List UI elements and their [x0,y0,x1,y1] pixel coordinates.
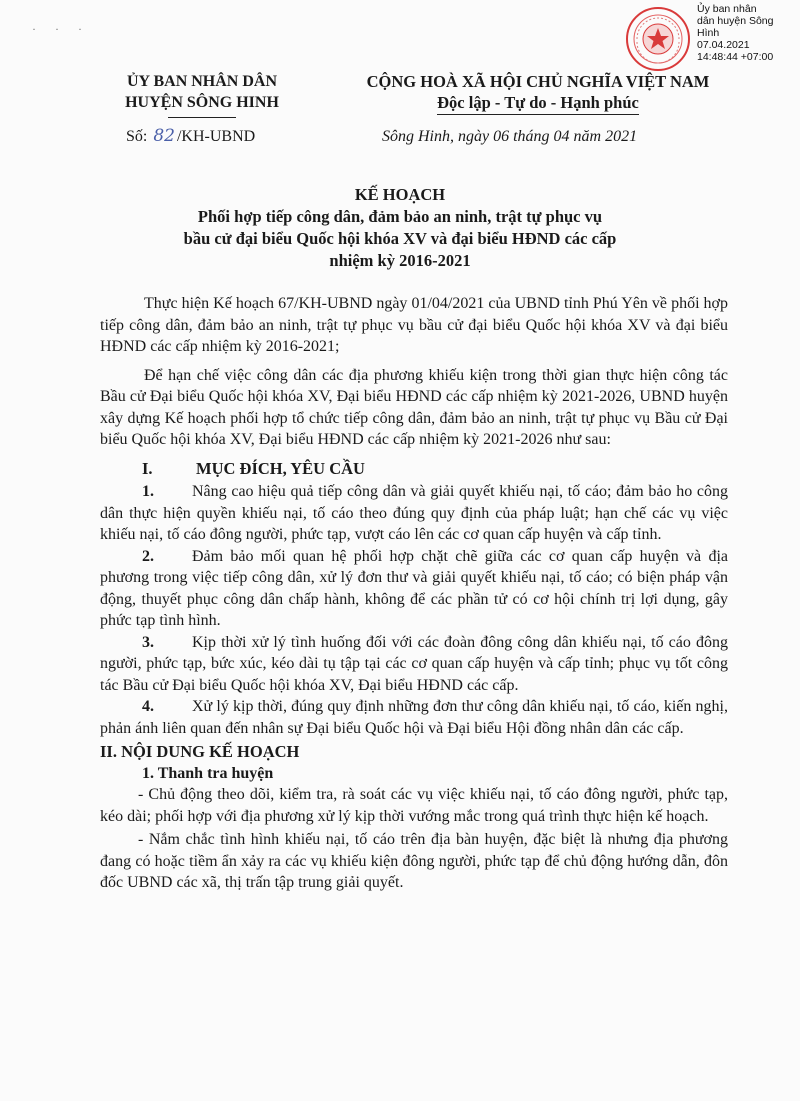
item-number: 3. [142,633,154,651]
national-heading [348,71,728,115]
signature-line: Hình [697,27,720,39]
list-item [100,546,728,632]
agency-line-2: HUYỆN SÔNG HINH [125,94,279,111]
intro-paragraph-2: Để hạn chế việc công dân các địa phương khiếu kiện trong thời gian thực hiện công tác Bầu cử Đại biểu Quốc hội khóa XV, Đại biểu HĐND các cấp nhiệm kỳ 2021-2026, UBND huyện xây dựng Kế hoạch phối hợp tổ chức tiếp công dân, đảm bảo an ninh, trật tự phục vụ Bầu cử Đại biểu Quốc hội khóa XV, Đại biểu HĐND các cấp nhiệm kỳ 2021-2026 như sau: [100,366,728,448]
item-text: Xử lý kịp thời, đúng quy định những đơn thư công dân khiếu nại, tố cáo, kiến nghị, phản ánh liên quan đến nhân sự Đại biểu Quốc hội và Đại biểu Hội đồng nhân dân các cấp. [100,698,728,737]
bullet-paragraph: - Chủ động theo dõi, kiểm tra, rà soát các vụ việc khiếu nại, tố cáo đông người, phức tạp, kéo dài; phối hợp với địa phương xử lý kịp thời vướng mắc trong quá trình thực hiện kế hoạch. [100,786,728,825]
section-number: I. [142,458,153,478]
item-text: Nâng cao hiệu quả tiếp công dân và giải quyết khiếu nại, tố cáo; đảm bảo ho công dân thực hiện quyền khiếu nại, tố cáo theo đúng quy định của pháp luật; hạn chế các vụ việc khiếu nại, tố cáo đông người, phức tạp, vượt cáo lên các cơ quan cấp huyện và cấp tỉnh. [100,483,728,543]
issuing-agency [102,71,302,113]
list-item [100,481,728,546]
signature-line: dân huyện Sông [697,15,774,27]
title-line-1: KẾ HOẠCH [354,185,446,204]
doc-no-prefix: Số: [126,128,148,145]
section-heading-1 [142,458,728,480]
agency-underline [168,117,236,118]
item-number: 1. [142,483,154,500]
doc-no-suffix: /KH-UBND [176,128,256,145]
digital-signature-text [697,3,799,63]
scan-speck: · · · [32,22,90,36]
subsection-heading: 1. Thanh tra huyện [142,764,274,782]
document-title [0,184,800,272]
document-body [100,293,728,896]
agency-line-1: ỦY BAN NHÂN DÂN [126,73,278,90]
list-item [100,696,728,739]
seal-stamp-icon [625,6,691,72]
signature-time: 14:48:44 +07:00 [697,51,774,63]
title-line-3: bầu cử đại biểu Quốc hội khóa XV và đại biểu HĐND các cấp [183,229,617,248]
doc-no-handwritten: 82 [153,126,175,146]
item-text: Kịp thời xử lý tình huống đối với các đoàn đông công dân khiếu nại, tố cáo đông người, phức tạp, bức xúc, kéo dài tụ tập tại các cơ quan cấp huyện và cấp tỉnh; phục vụ tốt công tác Bầu cử Đại biểu Quốc hội khóa XV, Đại biểu HĐND các cấp. [100,633,728,694]
item-text: Đảm bảo mối quan hệ phối hợp chặt chẽ giữa các cơ quan cấp huyện và địa phương trong việc tiếp công dân, xử lý đơn thư và giải quyết khiếu nại, tố cáo; có biện pháp vận động, thuyết phục công dân chấp hành, không để các phần tử có cơ hội chính trị lợi dụng, gây phức tạp tình hình. [100,547,728,629]
intro-paragraph-1: Thực hiện Kế hoạch 67/KH-UBND ngày 01/04/2021 của UBND tỉnh Phú Yên về phối hợp tiếp công dân, đảm bảo an ninh, trật tự phục vụ bầu cử đại biểu Quốc hội khóa XV và đại biểu HĐND các cấp nhiệm kỳ 2016-2021; [100,295,728,355]
bullet-paragraph: - Nắm chắc tình hình khiếu nại, tố cáo trên địa bàn huyện, đặc biệt là nhưng địa phương đang có hoặc tiềm ẩn xảy ra các vụ khiếu kiện đông người, phức tạp để chủ động hướng dẫn, đôn đốc UBND các xã, thị trấn tập trung giải quyết. [100,831,728,891]
item-number: 2. [142,547,154,565]
title-line-2: Phối hợp tiếp công dân, đảm bảo an ninh, trật tự phục vụ [197,207,603,226]
national-motto: Độc lập - Tự do - Hạnh phúc [437,92,639,115]
item-number: 4. [142,698,154,715]
section-title: MỤC ĐÍCH, YÊU CẦU [196,458,365,478]
list-item [100,632,728,697]
title-line-4: nhiệm kỳ 2016-2021 [329,251,471,270]
country-name: CỘNG HOÀ XÃ HỘI CHỦ NGHĨA VIỆT NAM [366,72,710,91]
document-number [126,126,255,146]
signature-date: 07.04.2021 [697,39,750,51]
section-heading-2: II. NỘI DUNG KẾ HOẠCH [100,742,300,761]
signature-line: Ủy ban nhân [697,3,757,15]
place-date: Sông Hinh, ngày 06 tháng 04 năm 2021 [382,128,638,145]
